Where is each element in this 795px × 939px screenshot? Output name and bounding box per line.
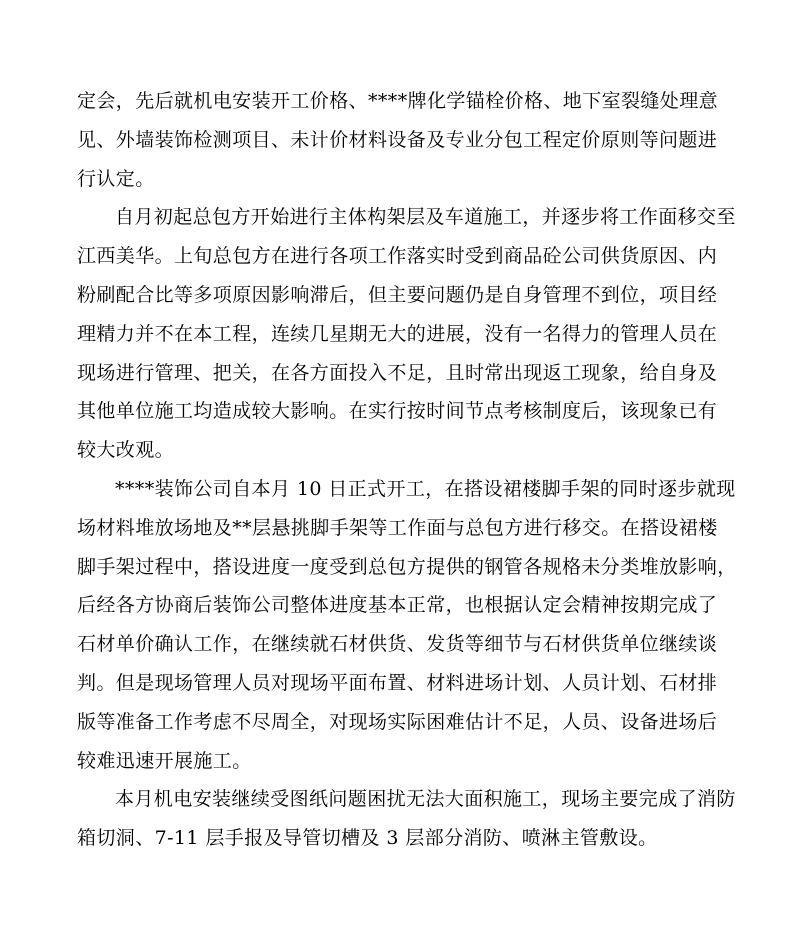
text-line-3: 行认定。 <box>77 167 155 190</box>
text-line-11: ****装饰公司自本月 10 日正式开工，在搭设裙楼脚手架的同时逐步就现 <box>115 477 736 500</box>
document-page <box>77 82 737 858</box>
text-line-20: 箱切洞、7-11 层手报及导管切槽及 3 层部分消防、喷淋主管敷设。 <box>77 827 658 850</box>
text-line-15: 石材单价确认工作，在继续就石材供货、发货等细节与石材供货单位继续谈 <box>77 633 718 656</box>
text-line-12: 场材料堆放场地及**层悬挑脚手架等工作面与总包方进行移交。在搭设裙楼 <box>77 516 718 539</box>
text-line-17: 版等准备工作考虑不尽周全，对现场实际困难估计不足，人员、设备进场后 <box>77 710 718 733</box>
text-line-13: 脚手架过程中，搭设进度一度受到总包方提供的钢管各规格未分类堆放影响， <box>77 555 737 578</box>
text-line-2: 见、外墙装饰检测项目、未计价材料设备及专业分包工程定价原则等问题进 <box>77 128 718 151</box>
text-line-1: 定会，先后就机电安装开工价格、****牌化学锚栓价格、地下室裂缝处理意 <box>77 90 719 112</box>
text-line-4: 自月初起总包方开始进行主体构架层及车道施工，并逐步将工作面移交至 <box>115 206 736 229</box>
text-line-7: 理精力并不在本工程，连续几星期无大的进展，没有一名得力的管理人员在 <box>77 322 718 345</box>
text-line-8: 现场进行管理、把关，在各方面投入不足，且时常出现返工现象，给自身及 <box>77 361 718 384</box>
text-line-10: 较大改观。 <box>77 439 175 462</box>
text-line-18: 较难迅速开展施工。 <box>77 749 252 772</box>
text-line-6: 粉刷配合比等多项原因影响滞后，但主要问题仍是自身管理不到位，项目经 <box>77 283 718 306</box>
text-line-16: 判。但是现场管理人员对现场平面布置、材料进场计划、人员计划、石材排 <box>77 671 718 694</box>
text-line-19: 本月机电安装继续受图纸问题困扰无法大面积施工，现场主要完成了消防 <box>115 788 736 811</box>
text-line-14: 后经各方协商后装饰公司整体进度基本正常，也根据认定会精神按期完成了 <box>77 594 718 617</box>
text-line-5: 江西美华。上旬总包方在进行各项工作落实时受到商品砼公司供货原因、内 <box>77 245 718 268</box>
text-line-9: 其他单位施工均造成较大影响。在实行按时间节点考核制度后，该现象已有 <box>77 400 718 423</box>
